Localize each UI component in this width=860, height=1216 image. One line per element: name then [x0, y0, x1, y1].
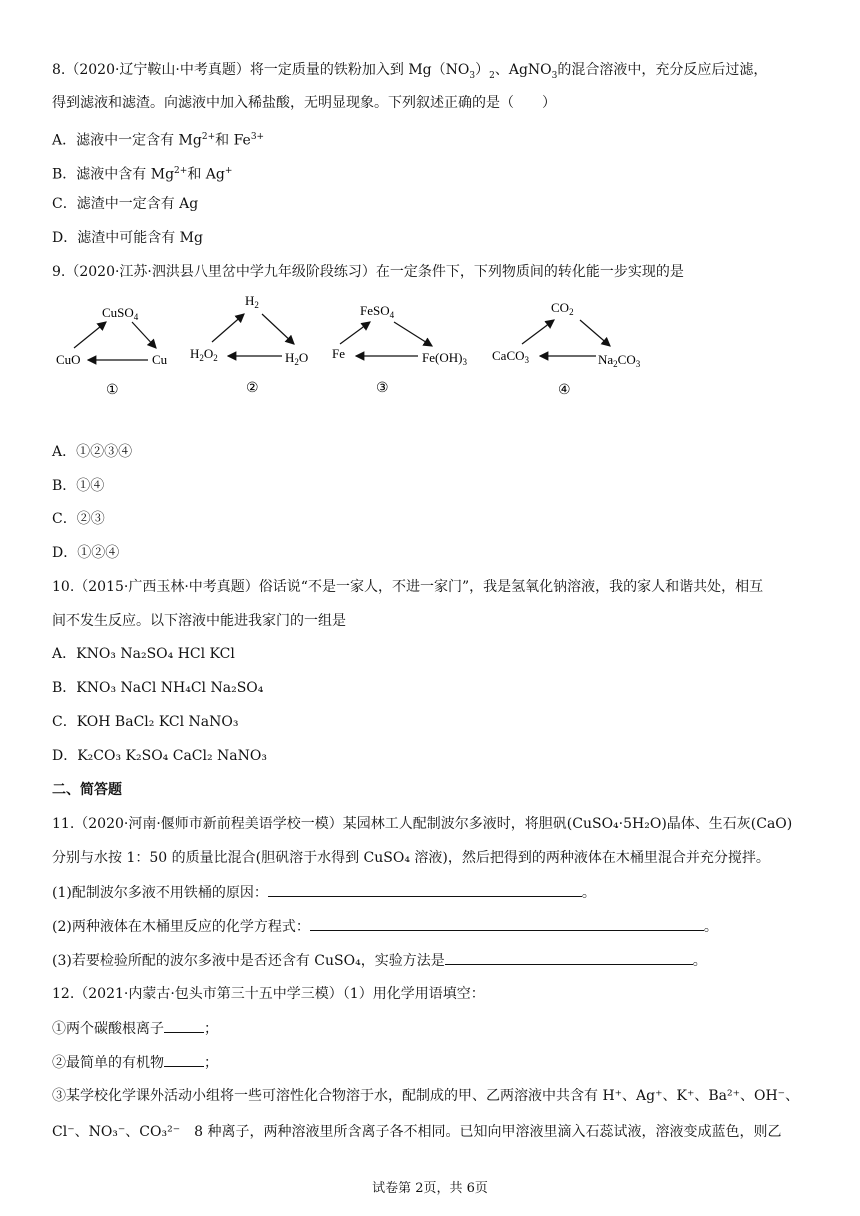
diagram-4-left: CaCO$_3$ — [492, 348, 529, 365]
q11-part2-end: 。 — [703, 919, 718, 935]
diagram-2-right: $H_2O$ — [285, 350, 309, 367]
diagram-2 — [190, 293, 308, 396]
q11-part2-text: (2)两种液体在木桶里反应的化学方程式： — [52, 919, 310, 935]
q9-option-d: D．①②④ — [52, 545, 120, 561]
q11-stem-line2: 分别与水按 1：50 的质量比混合(胆矾溶于水得到 CuSO₄ 溶液)，然后把得到的两种液体在木桶里混合并充分搅拌。 — [52, 850, 770, 866]
q11-part3 — [52, 950, 707, 971]
q8-stem-rest: 的混合溶液中，充分反应后过滤， — [557, 62, 768, 78]
diagram-1-top: CuSO$_4$ — [102, 305, 139, 322]
diagram-2-left: $H_2O_2$ — [190, 346, 218, 363]
q8-option-b-text: B．滤液中含有 Mg — [52, 166, 175, 183]
q10-option-c: C．KOH BaCl₂ KCl NaNO₃ — [52, 714, 239, 730]
q11-answer-blank-2[interactable] — [310, 916, 704, 931]
q9-stem: 9.（2020·江苏·泗洪县八里岔中学九年级阶段练习）在一定条件下，下列物质间的转化能一步实现的是 — [52, 264, 684, 280]
diagram-1-label: ① — [106, 383, 119, 398]
q12-part2 — [52, 1052, 218, 1073]
diagram-1-left: CuO — [56, 352, 81, 367]
q11-answer-blank-1[interactable] — [268, 882, 582, 897]
q10-option-a: A．KNO₃ Na₂SO₄ HCl KCl — [52, 646, 235, 662]
q11-stem-line1: 11.（2020·河南·偃师市新前程美语学校一模）某园林工人配制波尔多液时，将胆矾(CuSO₄·5H₂O)晶体、生石灰(CaO) — [52, 816, 793, 832]
q8-option-a-text: A．滤液中一定含有 Mg — [52, 132, 202, 149]
q12-part1 — [52, 1018, 218, 1039]
q12-part2-text: ②最简单的有机物 — [52, 1055, 164, 1071]
q11-part3-end: 。 — [692, 953, 707, 969]
q10-option-b: B．KNO₃ NaCl NH₄Cl Na₂SO₄ — [52, 680, 264, 696]
q9-option-a: A．①②③④ — [52, 444, 133, 460]
q10-stem-line2: 间不发生反应。以下溶液中能进我家门的一组是 — [52, 613, 346, 629]
q12-answer-blank-1[interactable] — [164, 1018, 204, 1033]
q12-stem: 12.（2021·内蒙古·包头市第三十五中学三模）（1）用化学用语填空： — [52, 986, 485, 1002]
diagram-4-label: ④ — [558, 383, 571, 398]
diagram-3-left: Fe — [332, 346, 345, 361]
q11-part2 — [52, 916, 718, 937]
q8-option-d: D．滤渣中可能含有 Mg — [52, 230, 203, 246]
diagram-4-top: $CO_2$ — [551, 300, 574, 317]
diagram-3 — [332, 303, 467, 396]
q8-stem-text: 8.（2020·辽宁鞍山·中考真题）将一定质量的铁粉加入到 Mg（NO — [52, 62, 470, 78]
q11-part1-text: (1)配制波尔多液不用铁桶的原因： — [52, 885, 268, 901]
diagram-3-label: ③ — [376, 381, 389, 396]
q8-option-b-mid: 和 Ag — [187, 166, 225, 183]
q8-stem-line2: 得到滤液和滤渣。向滤液中加入稀盐酸，无明显现象。下列叙述正确的是（ ） — [52, 95, 556, 111]
q10-stem-line1: 10.（2015·广西玉林·中考真题）俗话说“不是一家人，不进一家门”，我是氢氧化钠溶液，我的家人和谐共处，相互 — [52, 579, 764, 595]
q11-part3-text: (3)若要检验所配的波尔多液中是否还含有 CuSO₄，实验方法是 — [52, 953, 445, 969]
q12-part1-end: ； — [204, 1021, 218, 1037]
diagram-3-top: FeSO$_4$ — [360, 303, 395, 320]
section-heading: 二、简答题 — [52, 782, 122, 798]
diagram-2-top: $H_2$ — [245, 293, 259, 310]
q8-option-c: C．滤渣中一定含有 Ag — [52, 196, 199, 212]
q12-answer-blank-2[interactable] — [164, 1052, 204, 1067]
q12-part2-end: ； — [204, 1055, 218, 1071]
q12-part1-text: ①两个碳酸根离子 — [52, 1021, 164, 1037]
q9-option-c: C．②③ — [52, 511, 105, 527]
page-footer: 试卷第 2页，共 6页 — [372, 1181, 488, 1196]
q12-part3-line1: ③某学校化学课外活动小组将一些可溶性化合物溶于水，配制成的甲、乙两溶液中共含有 H⁺、Ag⁺、K⁺、Ba²⁺、OH⁻、 — [52, 1088, 800, 1104]
diagram-1-right: Cu — [152, 352, 168, 367]
diagram-4-right: $Na_2CO_3$ — [598, 352, 641, 369]
q12-part3-line2: Cl⁻、NO₃⁻、CO₃²⁻ 8 种离子，两种溶液里所含离子各不相同。已知向甲溶液里滴入石蕊试液，溶液变成蓝色，则乙 — [52, 1124, 782, 1140]
q9-transformation-diagrams — [40, 290, 680, 405]
q8-stem-paren: ） — [475, 62, 490, 78]
q9-option-b: B．①④ — [52, 478, 105, 494]
q11-part1 — [52, 882, 596, 903]
q11-answer-blank-3[interactable] — [445, 950, 693, 965]
diagram-2-label: ② — [246, 381, 259, 396]
diagram-3-right: $Fe(OH)_3$ — [422, 350, 467, 367]
q10-option-d: D．K₂CO₃ K₂SO₄ CaCl₂ NaNO₃ — [52, 748, 267, 764]
q8-stem-line1: 8.（2020·辽宁鞍山·中考真题）将一定质量的铁粉加入到 $Mg(NO_3)_2$、AgNO$_3$的混合溶液中，充分反应后过滤， — [52, 62, 768, 81]
q11-part1-end: 。 — [581, 885, 596, 901]
diagram-1 — [56, 305, 168, 398]
q8-option-b: B．滤液中含有 $Mg^{2+}$和 Ag+ — [52, 166, 233, 183]
q8-option-a-mid: 和 Fe — [215, 132, 251, 149]
q8-stem-agno3: 、AgNO — [494, 62, 552, 78]
diagram-4 — [492, 300, 641, 398]
q8-option-a: A．滤液中一定含有 $Mg^{2+}$和 $Fe^{3+}$ — [52, 132, 265, 149]
